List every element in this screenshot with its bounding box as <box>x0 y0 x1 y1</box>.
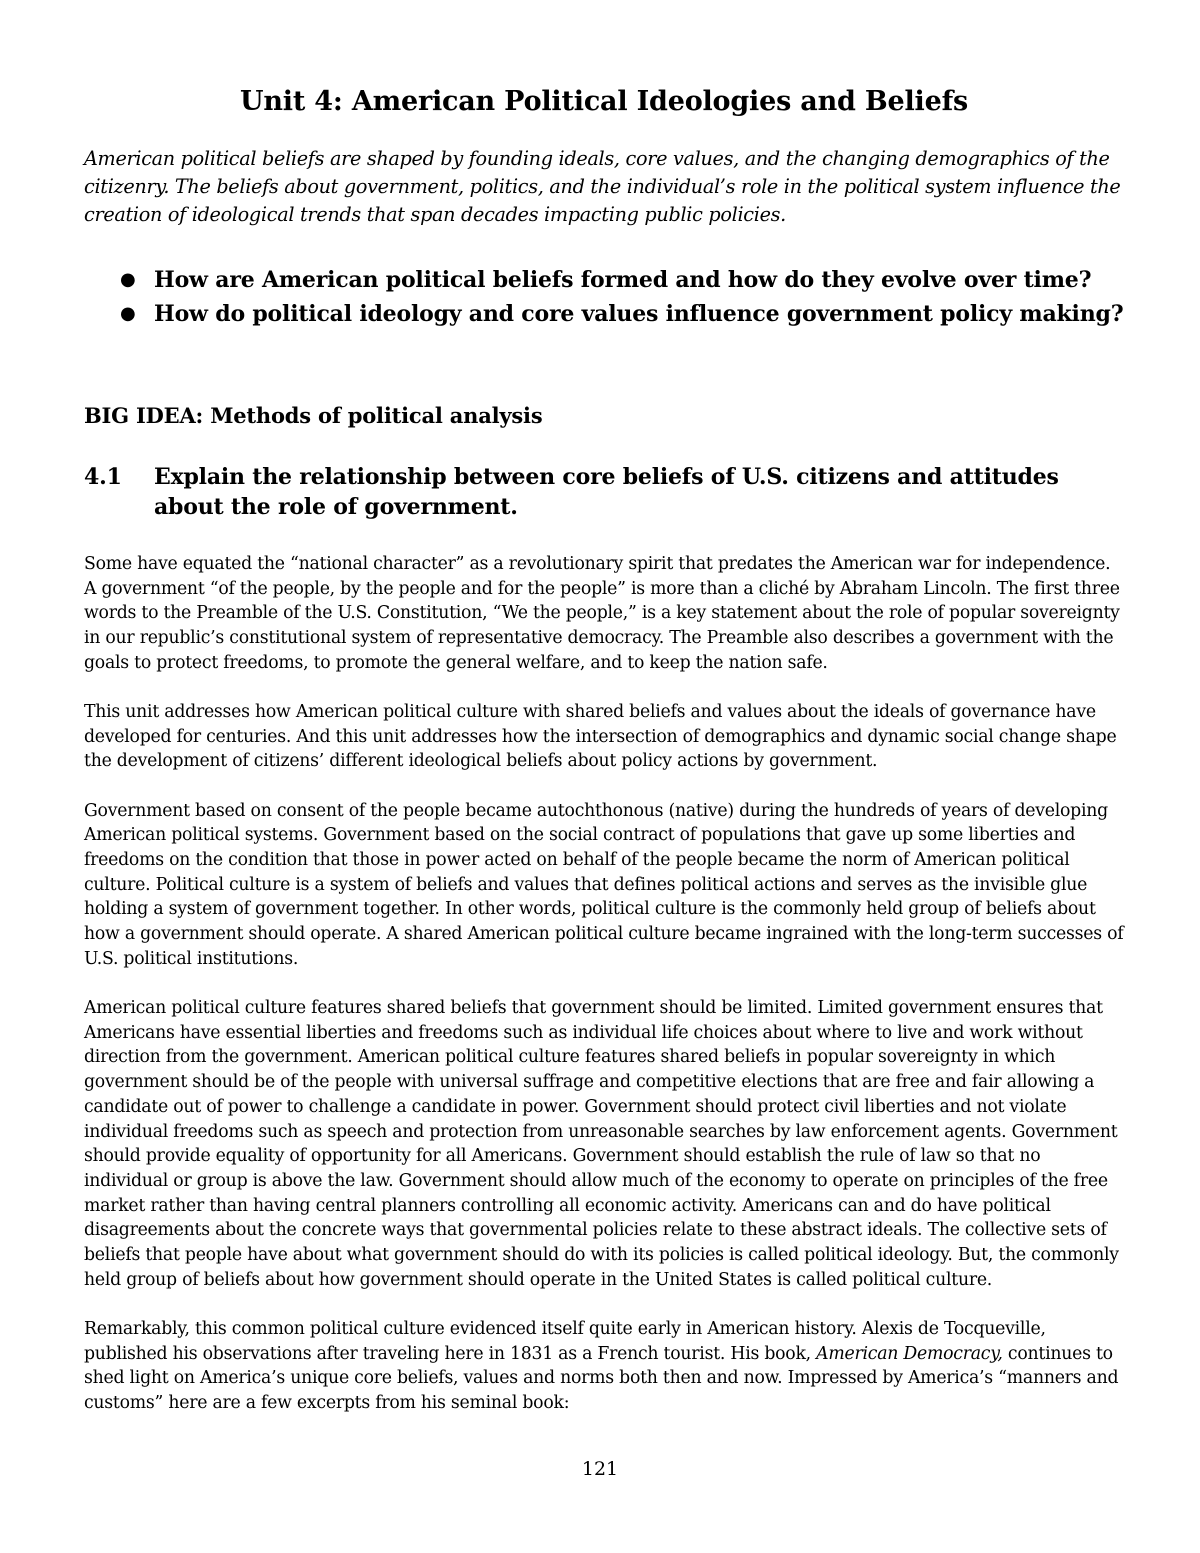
body-paragraph: This unit addresses how American political culture with shared beliefs and values about the ideals of governance have developed for centuries. And this unit addresses how the intersection of demographics and dynamic social change shape the development of citizens’ different ideological beliefs about policy actions by government. <box>84 702 1117 772</box>
unit-intro: American political beliefs are shaped by founding ideals, core values, and the changing demographics of the citizenry. The beliefs about government, politics, and the individual’s role in the political system influence the creation of ideological trends that span decades impacting public policies. <box>84 147 1121 226</box>
objective-text: Explain the relationship between core beliefs of U.S. citizens and attitudes about the role of government. <box>154 464 1059 520</box>
body-paragraph: Some have equated the “national character” as a revolutionary spirit that predates the American war for independence. A government “of the people, by the people and for the people” is more than a cliché by Abraham Lincoln. The first three words to the Preamble of the U.S. Constitution, “We the people,” is a key statement about the role of popular sovereignty in our republic’s constitutional system of representative democracy. The Preamble also describes a government with the goals to protect freedoms, to promote the general welfare, and to keep the nation safe. <box>84 554 1120 673</box>
body-paragraph: American political culture features shared beliefs that government should be limited. Limited government ensures that Americans have essential liberties and freedoms such as individual life choices about where to live and work without direction from the government. American political culture features shared beliefs in popular sovereignty in which government should be of the people with universal suffrage and competitive elections that are free and fair allowing a candidate out of power to challenge a candidate in power. Government should protect civil liberties and not violate individual freedoms such as speech and protection from unreasonable searches by law enforcement agents. Government should provide equality of opportunity for all Americans. Government should establish the rule of law so that no individual or group is above the law. Government should allow much of the economy to operate on principles of the free market rather than having central planners controlling all economic activity. Americans can and do have political disagreements about the concrete ways that governmental policies relate to these abstract ideals. The collective sets of beliefs that people have about what government should do with its policies is called political ideology. But, the commonly held group of beliefs about how government should operate in the United States is called political culture. <box>84 998 1119 1290</box>
learning-objective <box>84 462 1124 522</box>
question-text: How are American political beliefs formed and how do they evolve over time? <box>154 267 1092 293</box>
question-text: How do political ideology and core values influence government policy making? <box>154 301 1124 327</box>
question-item <box>84 263 1124 297</box>
paragraph-text: Remarkably, this common political culture evidenced itself quite early in American history. Alexis de Tocqueville, published his observations after traveling here in 1831 as a French tourist. His book, <box>84 1318 1046 1364</box>
essential-questions <box>84 263 1124 331</box>
page-title: Unit 4: American Political Ideologies and Beliefs <box>239 86 968 117</box>
page-number: 121 <box>581 1458 619 1480</box>
objective-number: 4.1 <box>84 464 122 490</box>
question-item <box>84 297 1124 331</box>
big-idea-heading: BIG IDEA: Methods of political analysis <box>84 403 543 428</box>
body-paragraph: Government based on consent of the people became autochthonous (native) during the hundreds of years of developing American political systems. Government based on the social contract of populations that gave up some liberties and freedoms on the condition that those in power acted on behalf of the people became the norm of American political culture. Political culture is a system of beliefs and values that defines political actions and serves as the invisible glue holding a system of government together. In other words, political culture is the commonly held group of beliefs about how a government should operate. A shared American political culture became ingrained with the long-term successes of U.S. political institutions. <box>84 800 1124 969</box>
body-paragraph <box>84 1317 1124 1416</box>
bullet-icon: ● <box>120 303 136 324</box>
book-title: American Democracy, <box>816 1343 1003 1364</box>
document-page <box>84 86 1124 1440</box>
bullet-icon: ● <box>120 269 136 290</box>
paragraph-text: continues to shed light on America’s unique core beliefs, values and norms both then and now. Impressed by America’s “manners and customs” here are a few excerpts from his seminal book: <box>84 1343 1119 1414</box>
